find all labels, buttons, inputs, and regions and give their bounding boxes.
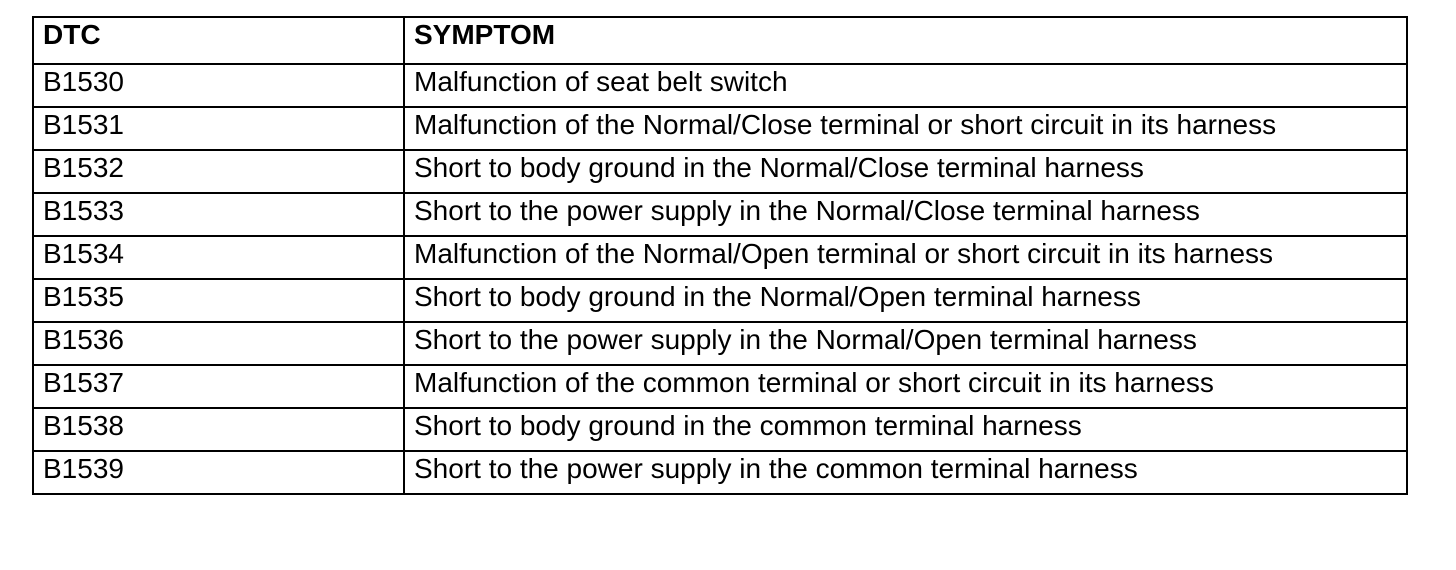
symptom-cell: Malfunction of the Normal/Open terminal or short circuit in its harness xyxy=(404,236,1407,279)
dtc-code-cell: B1532 xyxy=(33,150,404,193)
table-row xyxy=(33,107,1407,150)
dtc-code-cell: B1537 xyxy=(33,365,404,408)
table-row xyxy=(33,451,1407,494)
dtc-code-cell: B1534 xyxy=(33,236,404,279)
symptom-cell: Short to body ground in the Normal/Open terminal harness xyxy=(404,279,1407,322)
table-row xyxy=(33,279,1407,322)
symptom-cell: Malfunction of the common terminal or short circuit in its harness xyxy=(404,365,1407,408)
dtc-code-cell: B1539 xyxy=(33,451,404,494)
table-row xyxy=(33,64,1407,107)
table-row xyxy=(33,322,1407,365)
symptom-cell: Malfunction of the Normal/Close terminal or short circuit in its harness xyxy=(404,107,1407,150)
dtc-code-cell: B1533 xyxy=(33,193,404,236)
symptom-cell: Short to the power supply in the common terminal harness xyxy=(404,451,1407,494)
dtc-code-cell: B1536 xyxy=(33,322,404,365)
header-dtc: DTC xyxy=(33,17,404,64)
dtc-code-cell: B1531 xyxy=(33,107,404,150)
symptom-cell: Malfunction of seat belt switch xyxy=(404,64,1407,107)
symptom-cell: Short to body ground in the Normal/Close terminal harness xyxy=(404,150,1407,193)
symptom-cell: Short to the power supply in the Normal/Open terminal harness xyxy=(404,322,1407,365)
dtc-symptom-table xyxy=(32,16,1408,495)
header-symptom: SYMPTOM xyxy=(404,17,1407,64)
symptom-cell: Short to body ground in the common terminal harness xyxy=(404,408,1407,451)
dtc-code-cell: B1530 xyxy=(33,64,404,107)
table-row xyxy=(33,365,1407,408)
table-row xyxy=(33,408,1407,451)
table-row xyxy=(33,193,1407,236)
dtc-code-cell: B1535 xyxy=(33,279,404,322)
symptom-cell: Short to the power supply in the Normal/Close terminal harness xyxy=(404,193,1407,236)
table-header-row xyxy=(33,17,1407,64)
table-row xyxy=(33,236,1407,279)
table-row xyxy=(33,150,1407,193)
dtc-code-cell: B1538 xyxy=(33,408,404,451)
